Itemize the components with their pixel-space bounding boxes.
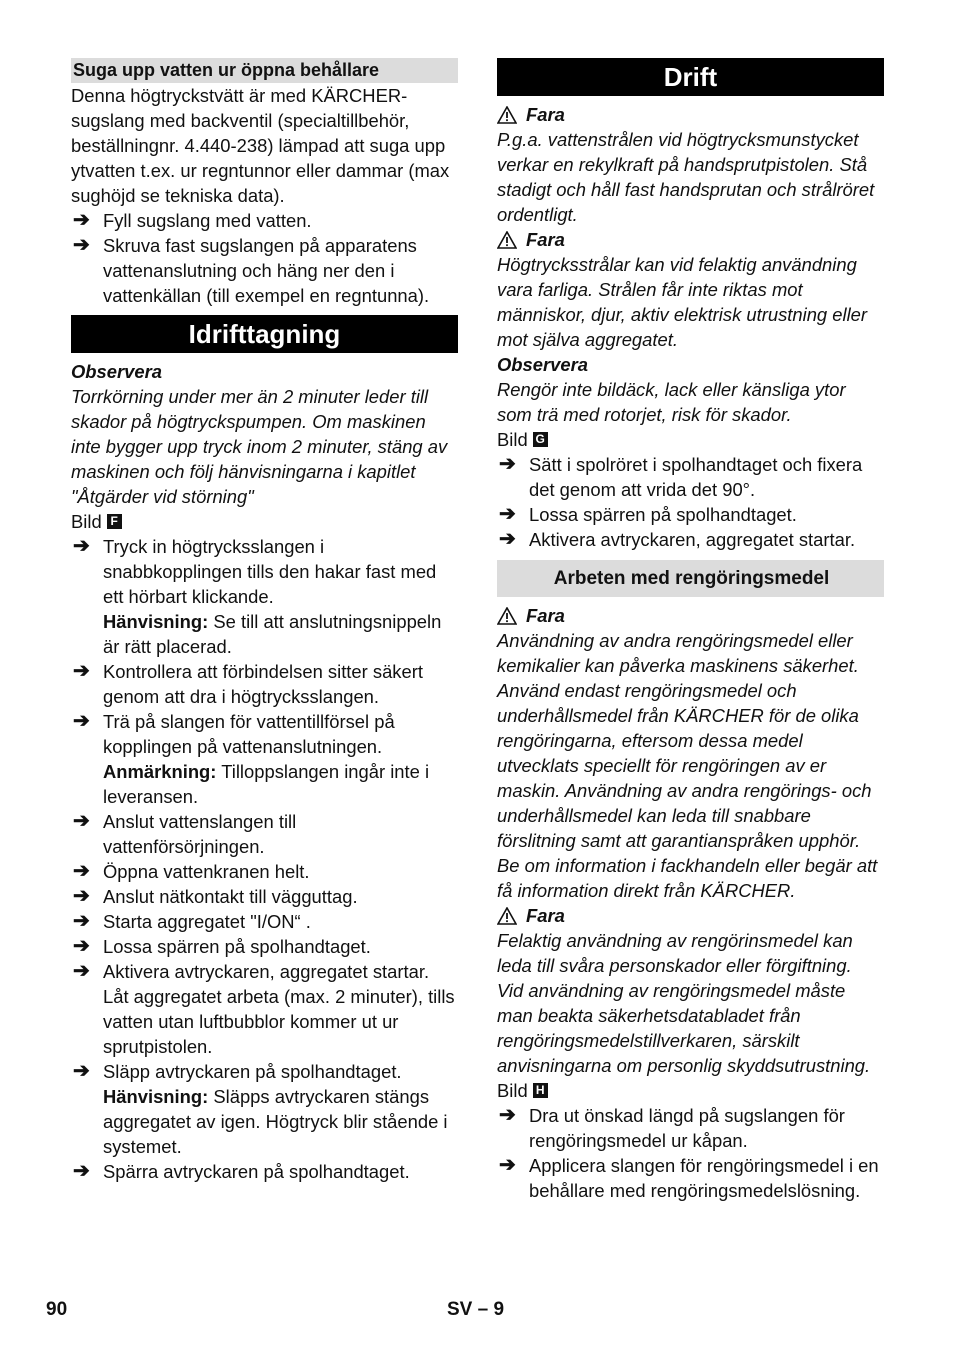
list-item: ➔ Släpp avtryckaren på spolhandtaget. Hänvisning: Släpps avtryckaren stängs aggregatet av igen. Högtryck blir stående i systemet. [73, 1060, 448, 1157]
arrow-right-icon: ➔ [73, 910, 90, 932]
list-item: ➔ Skruva fast sugslangen på apparatens vattenanslutning och häng ner den i vattenkällan (till exempel en regntunna). [73, 234, 430, 306]
warning-triangle-icon [497, 607, 517, 625]
figure-letter-badge: H [533, 1083, 548, 1098]
warning-triangle-icon [497, 231, 517, 249]
list-item: ➔ Anslut vattenslangen till vattenförsörjningen. [73, 810, 297, 857]
list-item: ➔ Aktivera avtryckaren, aggregatet startar. Låt aggregatet arbeta (max. 2 minuter), tills vatten utan luftbubblor kommer ut ur sprutpistolen. [73, 960, 455, 1057]
list-item: ➔ Lossa spärren på spolhandtaget. [499, 503, 797, 525]
figure-reference: Bild G [497, 427, 884, 452]
arrow-right-icon: ➔ [73, 234, 90, 256]
arrow-right-icon: ➔ [73, 660, 90, 682]
arrow-right-icon: ➔ [73, 1060, 90, 1082]
arrow-right-icon: ➔ [73, 535, 90, 557]
figure-reference: Bild F [71, 509, 458, 534]
suction-steps [71, 208, 458, 308]
figure-letter-badge: F [107, 514, 122, 529]
fara-label: Fara [497, 102, 884, 127]
fara-label: Fara [497, 903, 884, 928]
left-column [71, 58, 458, 1184]
page-number: 90 [46, 1299, 68, 1320]
observera-text: Rengör inte bildäck, lack eller känsliga ytor som trä med rotorjet, risk för skador. [497, 379, 846, 425]
figure-letter-badge: G [533, 432, 548, 447]
arrow-right-icon: ➔ [73, 960, 90, 982]
startup-steps [71, 534, 458, 1184]
suction-paragraph: Denna högtryckstvätt är med KÄRCHER-sugslang med backventil (specialtillbehör, beställningnr. 4.440-238) lämpad att suga upp ytvatten t.ex. ur regntunnor eller dammar (max sughöjd se tekniska data). [71, 85, 450, 206]
figure-reference: Bild H [497, 1078, 884, 1103]
suction-heading: Suga upp vatten ur öppna behållare [71, 58, 458, 83]
list-item: ➔ Öppna vattenkranen helt. [73, 860, 310, 882]
fara-text-4b: Vid användning av rengöringsmedel måste man beakta säkerhetsdatabladet från rengöringsmedelstillverkaren, särskilt anvisningarna om personlig skyddsutrustning. [497, 980, 871, 1076]
cleaning-steps [497, 1103, 884, 1203]
list-item: ➔ Sätt i spolröret i spolhandtaget och fixera det genom att vrida det 90°. [499, 453, 863, 500]
observera-label: Observera [71, 361, 162, 382]
drift-heading: Drift [497, 58, 884, 96]
fara-text-3: Användning av andra rengöringsmedel eller kemikalier kan påverka maskinens säkerhet. [497, 630, 859, 676]
arrow-right-icon: ➔ [73, 885, 90, 907]
observera-label: Observera [497, 354, 588, 375]
section-label: SV – 9 [447, 1299, 505, 1320]
right-column [497, 58, 884, 1203]
list-item: ➔ Trä på slangen för vattentillförsel på kopplingen på vattenanslutningen. Anmärkning: Tilloppslangen ingår inte i leveransen. [73, 710, 430, 807]
list-item: ➔ Starta aggregatet "I/ON“ . [73, 910, 311, 932]
list-item: ➔ Lossa spärren på spolhandtaget. [73, 935, 371, 957]
fara-text-4: Felaktig användning av rengörinsmedel kan leda till svåra personskador eller förgiftning. [497, 930, 853, 976]
arrow-right-icon: ➔ [499, 453, 516, 475]
fara-label: Fara [497, 227, 884, 252]
fara-text-2: Högtrycksstrålar kan vid felaktig användning vara farliga. Strålen får inte riktas mot människor, djur, aktiv elektrisk utrustning eller mot själva aggregatet. [497, 254, 868, 350]
fara-text-3b: Använd endast rengöringsmedel och underhållsmedel från KÄRCHER för de olika rengöringarna, eftersom dessa medel utvecklats speciellt för rengöringen av er maskin. Användning av andra rengörings- och underhållsmedel kan leda till snabbare förslitning samt att garantianspråken upphör. Be om information i fackhandeln eller begär att få information direkt från KÄRCHER. [497, 680, 878, 901]
warning-triangle-icon [497, 907, 517, 925]
arrow-right-icon: ➔ [73, 810, 90, 832]
list-item: ➔ Applicera slangen för rengöringsmedel i en behållare med rengöringsmedelslösning. [499, 1154, 879, 1201]
list-item: ➔ Tryck in högtrycksslangen i snabbkopplingen tills den hakar fast med ett hörbart klickande. Hänvisning: Se till att anslutningsnippeln är rätt placerad. [73, 535, 442, 657]
list-item: ➔ Dra ut önskad längd på sugslangen för rengöringsmedel ur kåpan. [499, 1104, 845, 1151]
arrow-right-icon: ➔ [73, 209, 90, 231]
list-item: ➔ Aktivera avtryckaren, aggregatet startar. [499, 528, 856, 550]
list-item: ➔ Anslut nätkontakt till vägguttag. [73, 885, 358, 907]
arrow-right-icon: ➔ [499, 503, 516, 525]
drift-steps [497, 452, 884, 552]
arrow-right-icon: ➔ [499, 528, 516, 550]
arrow-right-icon: ➔ [73, 935, 90, 957]
warning-triangle-icon [497, 106, 517, 124]
idrifttagning-heading: Idrifttagning [71, 315, 458, 353]
list-item: ➔ Fyll sugslang med vatten. [73, 209, 312, 231]
fara-text-1: P.g.a. vattenstrålen vid högtrycksmunstycket verkar en rekylkraft på handsprutpistolen. Stå stadigt och håll fast handsprutan och strålröret ordentligt. [497, 129, 875, 225]
arrow-right-icon: ➔ [499, 1154, 516, 1176]
fara-label: Fara [497, 603, 884, 628]
cleaning-heading: Arbeten med rengöringsmedel [497, 560, 884, 597]
observera-text: Torrkörning under mer än 2 minuter leder till skador på högtryckspumpen. Om maskinen inte bygger upp tryck inom 2 minuter, stäng av maskinen och följ hänvisningarna i kapitlet "Åtgärder vid störning" [71, 386, 448, 507]
arrow-right-icon: ➔ [73, 860, 90, 882]
arrow-right-icon: ➔ [73, 710, 90, 732]
list-item: ➔ Kontrollera att förbindelsen sitter säkert genom att dra i högtrycksslangen. [73, 660, 423, 707]
list-item: ➔ Spärra avtryckaren på spolhandtaget. [73, 1160, 410, 1182]
arrow-right-icon: ➔ [499, 1104, 516, 1126]
arrow-right-icon: ➔ [73, 1160, 90, 1182]
